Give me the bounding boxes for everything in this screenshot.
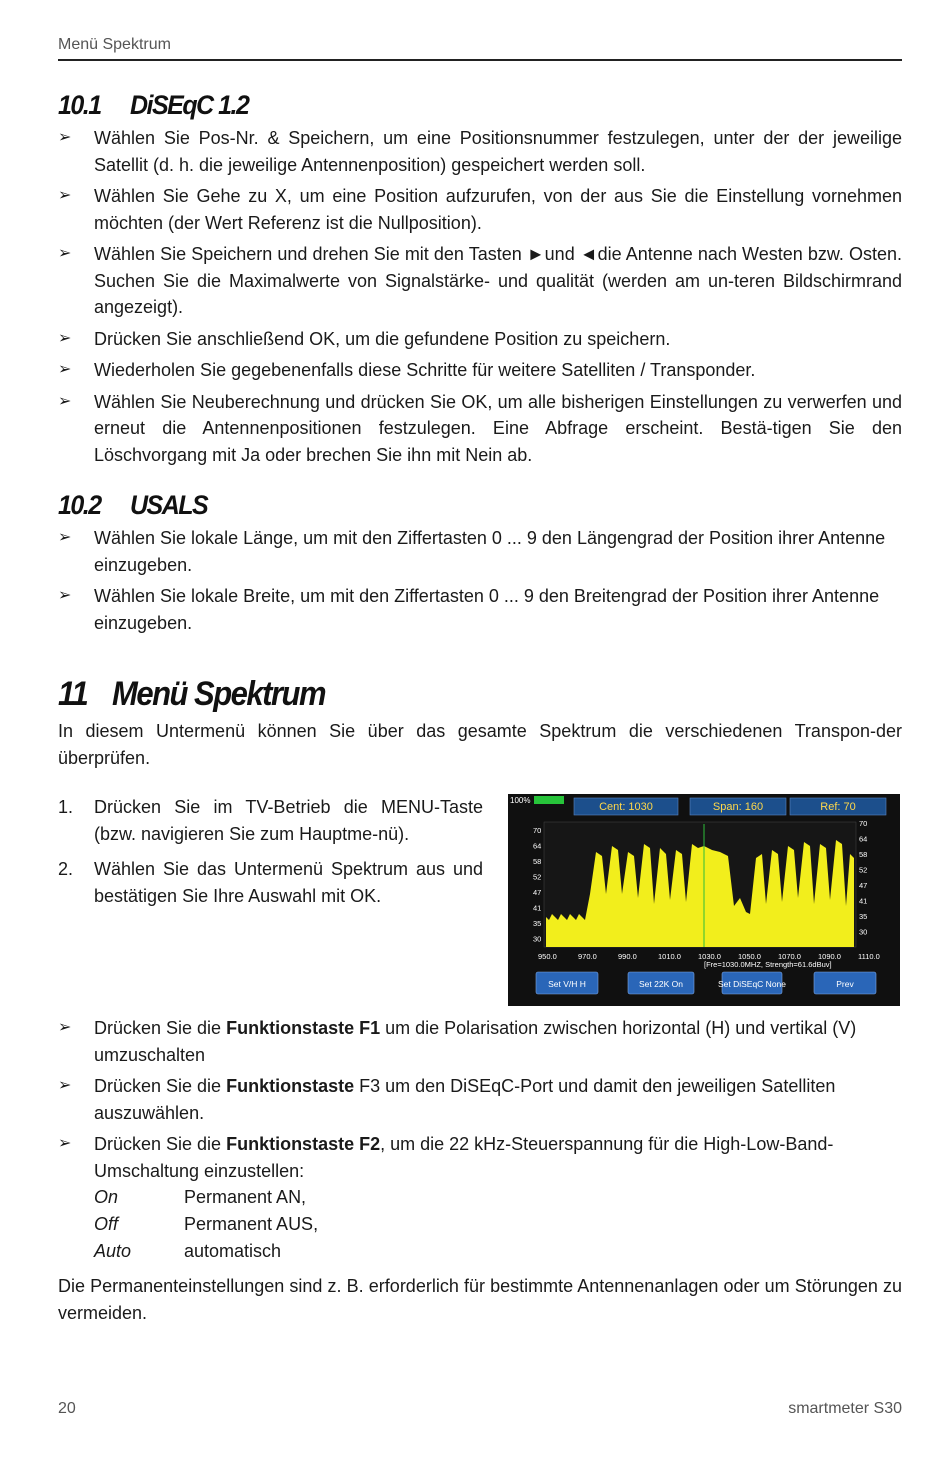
bullet-item [58, 326, 902, 353]
x-tick-label: 1010.0 [658, 952, 681, 961]
arrowhead-bullet-icon: ➢ [58, 529, 72, 546]
option-row [94, 1238, 902, 1265]
y-tick-label: 64 [533, 841, 542, 851]
y-tick-label: 35 [533, 919, 542, 928]
bullet-text: Wählen Sie lokale Länge, um mit den Ziffertasten 0 ... 9 den Längengrad der Position ihrer Antenne einzugeben. [94, 528, 886, 575]
step-text: Wählen Sie das Untermenü Spektrum aus und bestätigen Sie Ihre Auswahl mit OK. [94, 859, 483, 906]
chapter-heading-11 [58, 674, 325, 714]
bullet-item [58, 125, 902, 178]
arrowhead-bullet-icon: ➢ [58, 587, 72, 604]
y-tick-label: 52 [859, 865, 868, 875]
bullet-text: Wählen Sie lokale Breite, um mit den Ziffertasten 0 ... 9 den Breitengrad der Position ihrer Antenne einzugeben. [94, 586, 880, 633]
bullet-item [58, 1015, 902, 1068]
bullet-text-bold: Funktionstaste [226, 1076, 355, 1096]
function-button-label: Set V/H H [548, 979, 586, 989]
bullet-text-bold: Funktionstaste F2 [226, 1134, 381, 1154]
header-tab-label: Span: 160 [712, 801, 764, 813]
bullet-item [58, 1073, 902, 1126]
product-name: smartmeter S30 [788, 1400, 902, 1417]
bullet-text-pre: Drücken Sie die [94, 1018, 227, 1038]
bullet-text: Drücken Sie anschließend OK, um die gefundene Position zu speichern. [94, 328, 671, 349]
y-tick-label: 47 [533, 888, 542, 897]
option-list [94, 1184, 902, 1265]
x-tick-label: 1110.0 [858, 952, 880, 961]
chapter-title: Menü Spektrum [112, 674, 326, 713]
step-number: 1. [58, 797, 74, 817]
frequency-readout: [Fre=1030.0MHZ, Strength=61.6dBuv] [704, 960, 832, 969]
bullet-text-bold: Funktionstaste F1 [226, 1018, 381, 1038]
section-title: DiSEqC 1.2 [130, 90, 249, 121]
arrowhead-bullet-icon: ➢ [58, 361, 72, 378]
x-tick-label: 1070.0 [778, 952, 801, 961]
bullet-list-10-2 [58, 525, 902, 641]
bullet-item [58, 583, 902, 636]
bullet-text-pre: Drücken Sie die [94, 1076, 227, 1096]
x-tick-label: 950.0 [538, 952, 557, 961]
function-button-label: Prev [836, 979, 854, 989]
y-tick-label: 30 [859, 927, 868, 937]
y-tick-label: 58 [859, 850, 868, 859]
bullet-item [58, 1131, 902, 1265]
x-tick-label: 1030.0 [698, 952, 721, 961]
section-number: 10.2 [58, 490, 101, 521]
numbered-steps [58, 794, 483, 918]
arrowhead-bullet-icon: ➢ [58, 187, 72, 204]
section-number: 10.1 [58, 90, 101, 121]
bullet-text-pre: Drücken Sie die [94, 1134, 227, 1154]
bullet-text: Wählen Sie Speichern und drehen Sie mit den Tasten ►und ◄die Antenne nach Westen bzw. Osten. Suchen Sie die Maximalwerte von Signalstärke- und qualität (werden am un-teren Bildschirmrand angezeigt). [94, 244, 902, 317]
y-tick-label: 30 [533, 934, 542, 944]
bullet-text: Wiederholen Sie gegebenenfalls diese Schritte für weitere Satelliten / Transponder. [94, 360, 756, 380]
x-tick-label: 970.0 [578, 952, 597, 961]
option-key: Auto [94, 1241, 132, 1261]
y-tick-label: 52 [533, 872, 542, 882]
spectrum-screenshot [508, 794, 900, 1006]
arrowhead-bullet-icon: ➢ [58, 1135, 72, 1152]
header-tab-label: Ref: 70 [820, 801, 856, 813]
step-item [58, 794, 483, 848]
running-header: Menü Spektrum [58, 36, 171, 53]
chapter-number: 11 [58, 674, 88, 713]
arrowhead-bullet-icon: ➢ [58, 245, 72, 262]
closing-paragraph: Die Permanenteinstellungen sind z. B. erforderlich für bestimmte Antennenanlagen oder um Störungen zu vermeiden. [58, 1276, 902, 1323]
arrowhead-bullet-icon: ➢ [58, 129, 72, 146]
page-number: 20 [58, 1400, 76, 1417]
arrowhead-bullet-icon: ➢ [58, 1077, 72, 1094]
option-key: On [94, 1187, 119, 1207]
bullet-text-post: um die Polarisation zwischen horizontal (H) und vertikal (V) umzuschalten [94, 1018, 857, 1065]
x-tick-label: 990.0 [618, 952, 637, 961]
bullet-item [58, 241, 902, 321]
arrowhead-bullet-icon: ➢ [58, 392, 72, 410]
header-rule [58, 59, 902, 61]
step-number: 2. [58, 859, 74, 879]
option-key: Off [94, 1214, 119, 1234]
x-tick-label: 1050.0 [738, 952, 761, 961]
function-button-label: Set 22K On [639, 979, 683, 989]
step-item [58, 856, 483, 910]
bullet-text: Wählen Sie Gehe zu X, um eine Position aufzurufen, von der aus Sie die Einstellung vornehmen möchten (der Wert Referenz ist die Nullposition). [94, 186, 902, 233]
y-tick-label: 47 [859, 881, 868, 890]
function-button-label: Set DiSEqC None [717, 979, 787, 989]
bullet-item [58, 525, 902, 578]
section-title: USALS [130, 490, 208, 521]
section-heading-10-2 [58, 490, 207, 521]
y-tick-label: 70 [533, 826, 542, 835]
y-tick-label: 41 [533, 903, 542, 913]
arrowhead-bullet-icon: ➢ [58, 1019, 72, 1036]
bullet-text: Wählen Sie Neuberechnung und drücken Sie OK, um alle bisherigen Einstellungen zu verwerfen und erneut die Antennenpositionen festzulegen. Eine Abfrage erscheint. Bestä-tigen Sie den Löschvorgang mit Ja oder brechen Sie ihn mit Nein ab. [94, 391, 902, 465]
option-value: Permanent AN, [184, 1187, 307, 1207]
y-tick-label: 70 [859, 819, 868, 828]
y-tick-label: 35 [859, 912, 868, 921]
option-row [94, 1184, 902, 1211]
step-text: Drücken Sie im TV-Betrieb die MENU-Taste (bzw. navigieren Sie zum Hauptme-nü). [94, 797, 483, 844]
bullet-list-11 [58, 1015, 902, 1270]
y-tick-label: 58 [533, 857, 542, 866]
bullet-text: Wählen Sie Pos-Nr. & Speichern, um eine Positionsnummer festzulegen, unter der der jeweilige Satellit (d. h. die jeweilige Antennenposition) gespeichert werden soll. [94, 128, 902, 175]
option-row [94, 1211, 902, 1238]
x-tick-label: 1090.0 [818, 952, 841, 961]
header-tabs [574, 798, 886, 815]
arrowhead-bullet-icon: ➢ [58, 329, 72, 347]
bullet-text-post: F3 um den DiSEqC-Port und damit den jeweiligen Satelliten auszuwählen. [94, 1076, 836, 1123]
bullet-list-10-1 [58, 125, 902, 473]
spectrum-display [508, 794, 900, 1006]
bullet-item [58, 183, 902, 236]
intro-paragraph: In diesem Untermenü können Sie über das gesamte Spektrum die verschiedenen Transpon-der überprüfen. [58, 721, 902, 768]
manual-page [58, 0, 902, 1457]
bullet-item [58, 357, 902, 384]
battery-icon [534, 796, 564, 804]
bullet-item [58, 389, 902, 469]
bullet-text-post: , um die 22 kHz-Steuerspannung für die High-Low-Band-Umschaltung einzustellen: [94, 1134, 834, 1181]
y-tick-label: 64 [859, 834, 868, 844]
option-value: Permanent AUS, [184, 1214, 319, 1234]
header-tab-label: Cent: 1030 [599, 801, 653, 813]
section-heading-10-1 [58, 90, 248, 121]
option-value: automatisch [184, 1241, 282, 1261]
y-tick-label: 41 [859, 896, 868, 906]
battery-label: 100% [510, 796, 531, 805]
